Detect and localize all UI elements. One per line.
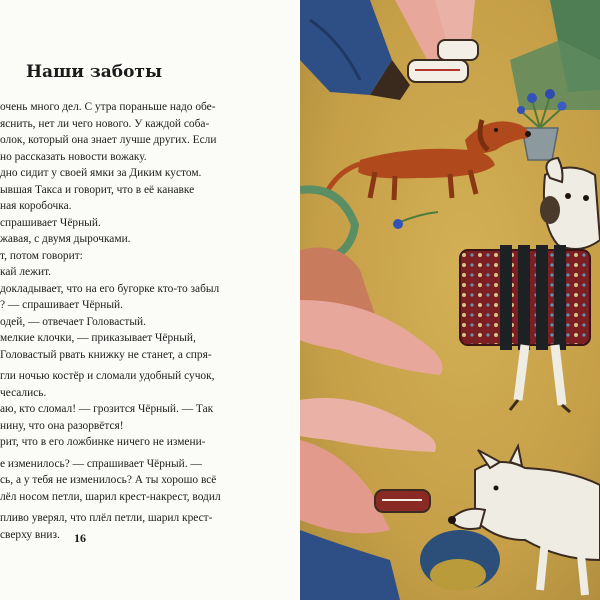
text-line: но рассказать новости вожаку. bbox=[0, 150, 147, 163]
text-line: яснить, нет ли чего нового. У каждой соба- bbox=[0, 117, 210, 130]
text-line: нину, что она разорвётся! bbox=[0, 419, 124, 432]
text-line: сверху вниз. bbox=[0, 528, 60, 541]
text-line: гли ночью костёр и сломали удобный сучок, bbox=[0, 370, 215, 382]
text-line: спрашивает Чёрный. bbox=[0, 216, 101, 229]
text-line: пливо уверял, что плёл петли, шарил крест- bbox=[0, 512, 213, 524]
text-line: ывшая Такса и говорит, что в её канавке bbox=[0, 183, 195, 196]
text-line: лёл носом петли, шарил крест-накрест, водил bbox=[0, 490, 221, 503]
text-line: Головастый рвать книжку не станет, а спря- bbox=[0, 348, 212, 361]
text-line: аю, кто сломал! — грозится Чёрный. — Так bbox=[0, 403, 214, 415]
illustration bbox=[300, 0, 600, 600]
text-line: чесались. bbox=[0, 386, 47, 399]
text-line: кай лежит. bbox=[0, 266, 52, 278]
text-line: очень много дел. С утра пораньше надо обе- bbox=[0, 101, 216, 113]
text-line: олок, который она знает лучше других. Если bbox=[0, 134, 217, 146]
page-number: 16 bbox=[74, 531, 86, 545]
illustration-art bbox=[300, 0, 600, 600]
text-line: е изменилось? — спрашивает Чёрный. — bbox=[0, 457, 202, 470]
text-line: ная коробочка. bbox=[0, 200, 72, 212]
text-line: дно сидит у своей ямки за Диким кустом. bbox=[0, 167, 202, 179]
text-line: т, потом говорит: bbox=[0, 249, 83, 262]
text-line: сь, а у тебя не изменилось? А ты хорошо всё bbox=[0, 474, 217, 486]
text-line: ? — спрашивает Чёрный. bbox=[0, 299, 123, 311]
text-line: докладывает, что на его бугорке кто-то забыл bbox=[0, 282, 220, 295]
body-text bbox=[0, 99, 300, 543]
text-line: рит, что в его ложбинке ничего не измени- bbox=[0, 436, 206, 448]
text-line: мелкие клочки, — приказывает Чёрный, bbox=[0, 332, 196, 344]
text-line: жавая, с двумя дырочками. bbox=[0, 233, 131, 245]
chapter-title: Наши заботы bbox=[26, 62, 162, 82]
text-line: одей, — отвечает Головастый. bbox=[0, 315, 146, 328]
